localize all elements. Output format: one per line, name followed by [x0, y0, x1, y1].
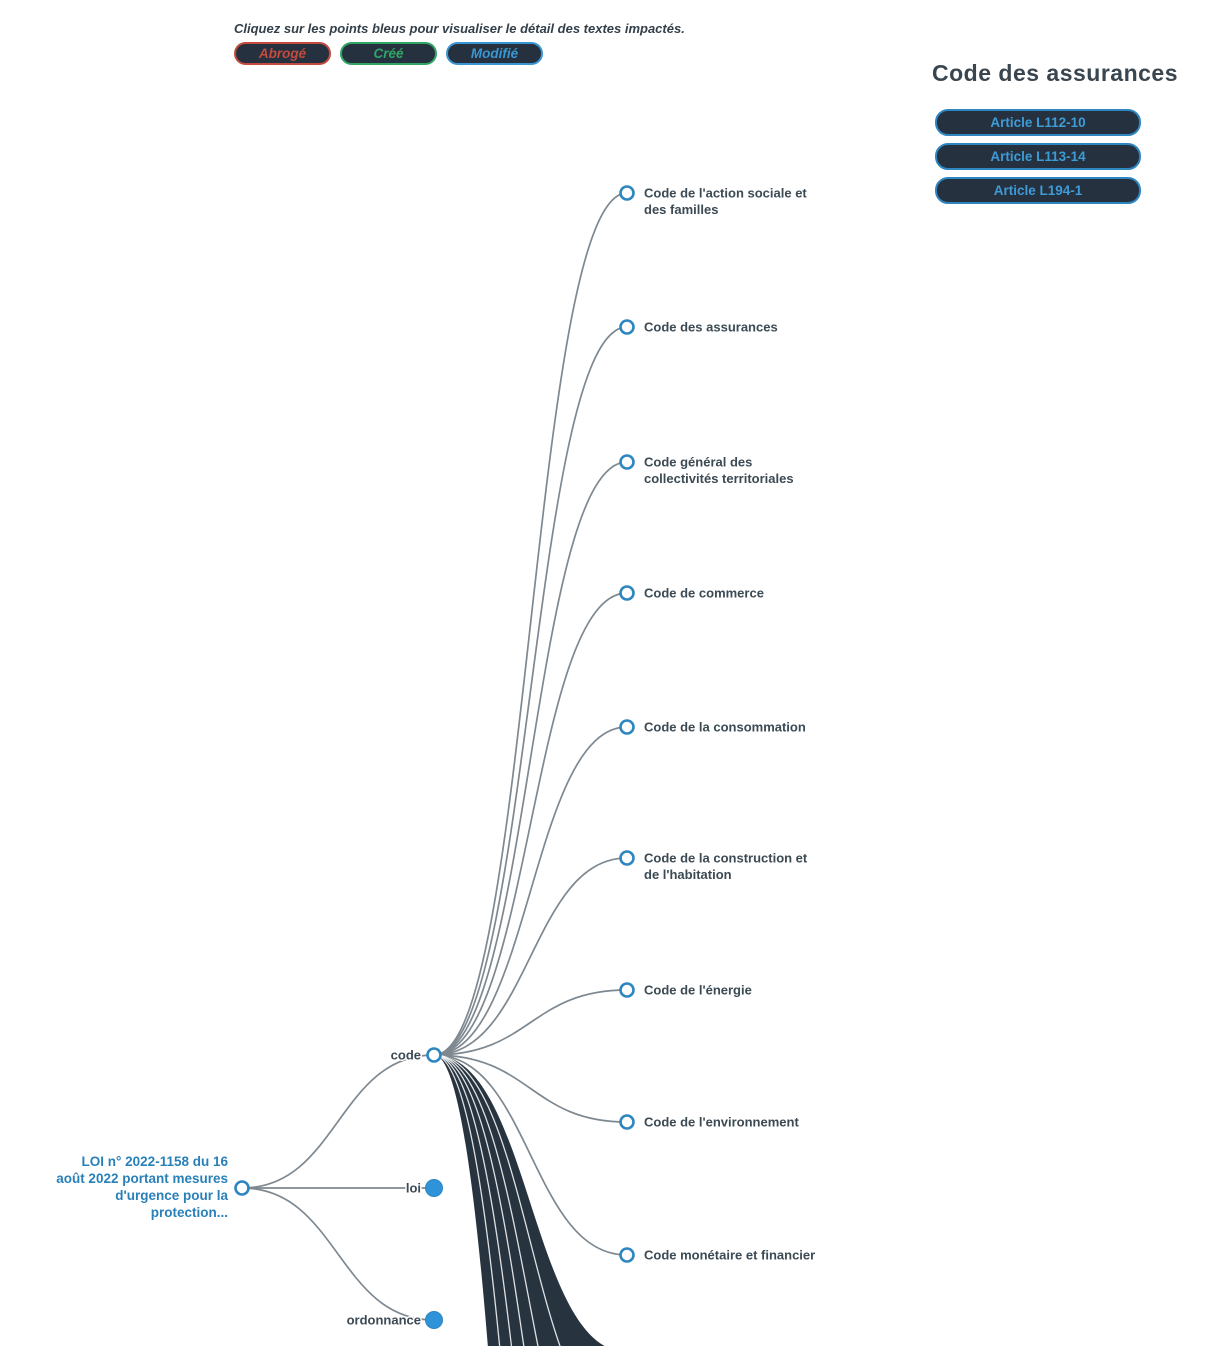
tree-node-environnement-label: Code de l'environnement: [644, 1114, 799, 1130]
tree-node-action-sociale-label: Code de l'action sociale et des familles: [644, 185, 807, 217]
article-button-l112-10[interactable]: Article L112-10: [935, 109, 1141, 136]
tree-link-code-collectivites: [434, 462, 627, 1055]
tree-node-commerce[interactable]: [621, 587, 634, 600]
detail-panel: [932, 60, 1179, 211]
tree-node-construction[interactable]: [621, 852, 634, 865]
tree-node-loi[interactable]: [426, 1180, 443, 1197]
offscreen-links-bundle: [434, 1055, 627, 1346]
tree-node-code-label: code: [390, 1047, 421, 1063]
tree-node-root[interactable]: [236, 1182, 249, 1195]
tree-link-code-action-sociale: [434, 193, 627, 1055]
detail-panel-title: Code des assurances: [932, 60, 1179, 86]
tree-node-energie-label: Code de l'énergie: [644, 982, 752, 998]
tree-node-collectivites-label: Code général des collectivités territoriales: [644, 454, 794, 486]
legend-pill-cree[interactable]: Créé: [340, 42, 437, 65]
tree-link-code-energie: [434, 990, 627, 1055]
article-button-l194-1[interactable]: Article L194-1: [935, 177, 1141, 204]
tree-node-ordonnance-label: ordonnance: [346, 1312, 421, 1328]
tree-node-root-label: LOI n° 2022-1158 du 16 août 2022 portant mesures d'urgence pour la protection...: [56, 1154, 228, 1220]
tree-node-energie[interactable]: [621, 984, 634, 997]
legend: [234, 42, 543, 65]
tree-node-assurances[interactable]: [621, 321, 634, 334]
tree-link-root-code: [242, 1055, 434, 1188]
tree-node-construction-label: Code de la construction et de l'habitation: [644, 850, 808, 882]
tree-node-consommation[interactable]: [621, 721, 634, 734]
tree-node-environnement[interactable]: [621, 1116, 634, 1129]
tree-link-code-commerce: [434, 593, 627, 1055]
tree-node-collectivites[interactable]: [621, 456, 634, 469]
legend-pill-modifie[interactable]: Modifié: [446, 42, 543, 65]
tree-node-monetaire-label: Code monétaire et financier: [644, 1247, 816, 1263]
tree-node-code[interactable]: [428, 1049, 441, 1062]
tree-link-code-assurances: [434, 327, 627, 1055]
tree-node-consommation-label: Code de la consommation: [644, 719, 806, 735]
legend-pill-abroge[interactable]: Abrogé: [234, 42, 331, 65]
instruction-text: Cliquez sur les points bleus pour visualiser le détail des textes impactés.: [234, 21, 685, 36]
article-button-l113-14[interactable]: Article L113-14: [935, 143, 1141, 170]
tree-link-root-ordonnance: [242, 1188, 434, 1320]
tree-node-loi-label: loi: [405, 1180, 421, 1196]
tree-node-ordonnance[interactable]: [426, 1312, 443, 1329]
tree-node-monetaire[interactable]: [621, 1249, 634, 1262]
tree-link-code-consommation: [434, 727, 627, 1055]
tree-node-assurances-label: Code des assurances: [644, 319, 778, 335]
tree-node-action-sociale[interactable]: [621, 187, 634, 200]
tree-node-commerce-label: Code de commerce: [644, 585, 764, 601]
